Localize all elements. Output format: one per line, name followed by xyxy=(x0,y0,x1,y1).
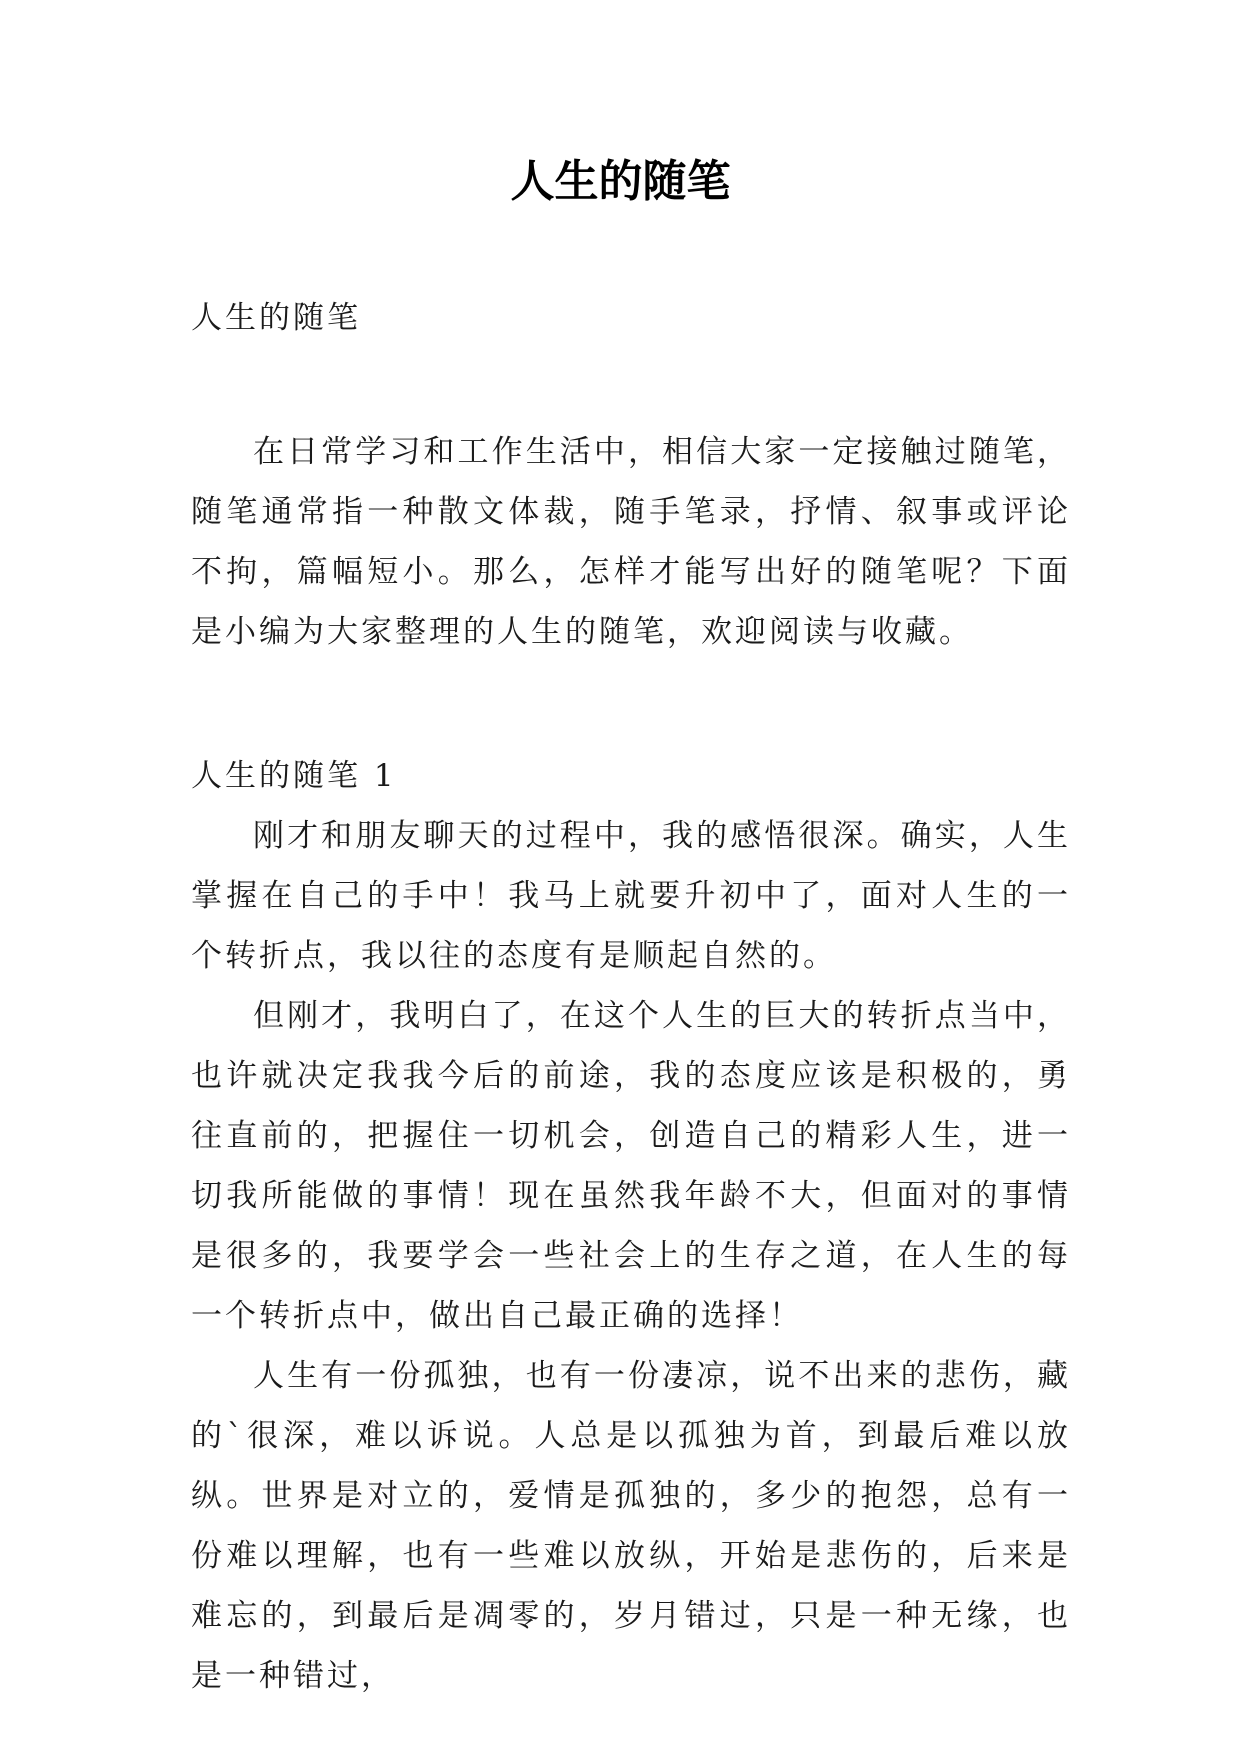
body-paragraph: 但刚才，我明白了，在这个人生的巨大的转折点当中，也许就决定我我今后的前途，我的态度应该是积极的，勇往直前的，把握住一切机会，创造自己的精彩人生，进一切我所能做的事情！现在虽然我年龄不大，但面对的事情是很多的，我要学会一些社会上的生存之道，在人生的每一个转折点中，做出自己最正确的选择！ xyxy=(191,998,1071,1334)
document-title: 人生的随笔 xyxy=(510,156,731,207)
body-paragraph: 人生有一份孤独，也有一份凄凉，说不出来的悲伤，藏的`很深，难以诉说。人总是以孤独为首，到最后难以放纵。世界是对立的，爱情是孤独的，多少的抱怨，总有一份难以理解，也有一些难以放纵，开始是悲伤的，后来是难忘的，到最后是凋零的，岁月错过，只是一种无缘，也是一种错过， xyxy=(191,1358,1071,1694)
spacer xyxy=(191,348,1071,422)
body-paragraph: 刚才和朋友聊天的过程中，我的感悟很深。确实，人生掌握在自己的手中！我马上就要升初中了，面对人生的一个转折点，我以往的态度有是顺起自然的。 xyxy=(191,818,1071,974)
document-body xyxy=(191,288,1071,1706)
document-subtitle: 人生的随笔 xyxy=(191,300,361,336)
spacer xyxy=(191,662,1071,746)
section-heading: 人生的随笔 1 xyxy=(191,758,397,794)
intro-paragraph: 在日常学习和工作生活中，相信大家一定接触过随笔，随笔通常指一种散文体裁，随手笔录，抒情、叙事或评论不拘，篇幅短小。那么，怎样才能写出好的随笔呢？下面是小编为大家整理的人生的随笔，欢迎阅读与收藏。 xyxy=(191,434,1071,650)
